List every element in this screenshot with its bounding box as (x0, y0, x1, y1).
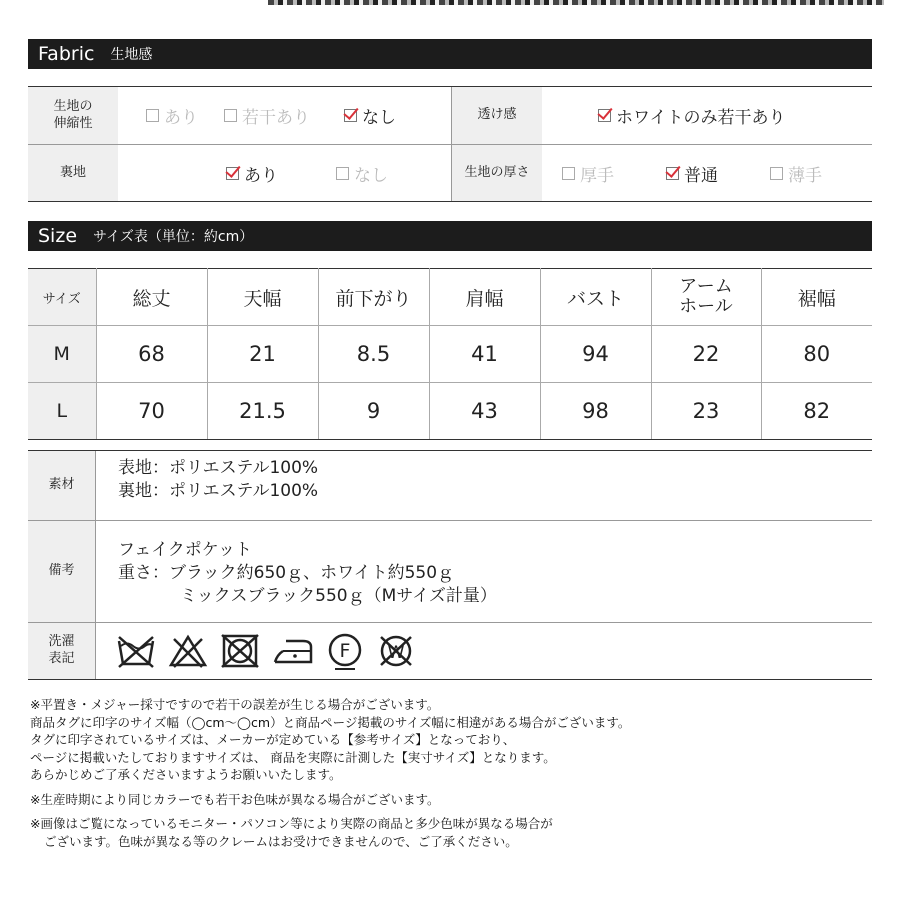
size-table (28, 268, 872, 440)
note-line: タグに印字されているサイズは、メーカーが定めている【参考サイズ】となっており、 (30, 732, 516, 747)
care-icons (96, 623, 416, 679)
lining-label: 裏地 (28, 145, 118, 201)
size-header-label: サイズ (28, 269, 96, 326)
fabric-table (28, 86, 872, 202)
notes (30, 696, 630, 850)
fabric-title-en: Fabric (38, 43, 95, 65)
thickness-option-atsude: 厚手 (562, 161, 614, 186)
fabric-row-2 (28, 144, 872, 201)
table-cell: 43 (429, 383, 540, 440)
sheer-options (542, 87, 872, 144)
care-label: 洗濯 表記 (28, 623, 96, 679)
note-line: 商品タグに印字のサイズ幅（◯cm〜◯cm）と商品ページ掲載のサイズ幅に相違がある場合がございます。 (30, 714, 631, 730)
no-bleach-icon (168, 633, 208, 669)
table-cell: 22 (651, 326, 761, 383)
size-section-header (28, 221, 872, 251)
thickness-option-usude: 薄手 (770, 161, 822, 186)
dry-clean-f-icon (326, 632, 364, 670)
column-header: バスト (540, 269, 651, 326)
no-wet-clean-icon (376, 632, 416, 670)
table-cell: 21.5 (207, 383, 318, 440)
note-line: ※平置き・メジャー採寸ですので若干の誤差が生じる場合がございます。 (30, 697, 440, 712)
table-cell: 41 (429, 326, 540, 383)
lining-option-ari: あり (226, 161, 278, 186)
sheer-option: ホワイトのみ若干あり (598, 103, 786, 128)
size-header-row (28, 269, 872, 326)
fabric-section-header (28, 39, 872, 69)
table-cell: 8.5 (318, 326, 429, 383)
column-header: 総丈 (96, 269, 207, 326)
thickness-label: 生地の厚さ (452, 145, 542, 201)
fabric-title-jp: 生地感 (110, 47, 153, 63)
note-line: ページに掲載いたしておりますサイズは、 商品を実際に計測した【実寸サイズ】となります。 (30, 749, 556, 765)
iron-low-icon (272, 633, 314, 669)
checked-checkbox-icon (598, 109, 611, 122)
note-line: ※画像はご覧になっているモニター・パソコン等により実際の商品と多少色味が異なる場合が (30, 816, 553, 831)
checkbox-icon (336, 167, 349, 180)
size-label: M (28, 326, 96, 383)
no-tumble-dry-icon (220, 633, 260, 669)
column-header: 裾幅 (761, 269, 872, 326)
size-label: L (28, 383, 96, 440)
table-cell: 23 (651, 383, 761, 440)
table-cell: 21 (207, 326, 318, 383)
table-row (28, 326, 872, 383)
care-row (28, 622, 872, 679)
sheer-label: 透け感 (452, 87, 542, 144)
checkbox-icon (562, 167, 575, 180)
info-table (28, 450, 872, 680)
table-cell: 70 (96, 383, 207, 440)
thickness-options (542, 145, 872, 201)
size-title-en: Size (38, 225, 78, 247)
material-row (28, 451, 872, 520)
svg-text:W: W (387, 643, 405, 663)
no-wash-icon (116, 633, 156, 669)
checkbox-icon (146, 109, 159, 122)
table-cell: 98 (540, 383, 651, 440)
lining-options (118, 145, 451, 201)
remarks-label: 備考 (28, 521, 96, 622)
stretch-option-nashi: なし (344, 103, 396, 128)
table-cell: 68 (96, 326, 207, 383)
stretch-label: 生地の 伸縮性 (28, 87, 118, 144)
checked-checkbox-icon (666, 167, 679, 180)
stretch-options (118, 87, 451, 144)
size-title-jp: サイズ表（単位：約cm） (93, 229, 254, 245)
table-cell: 94 (540, 326, 651, 383)
material-label: 素材 (28, 451, 96, 520)
material-value: 表地：ポリエステル100% 裏地：ポリエステル100% (118, 458, 319, 501)
stretch-option-ari: あり (146, 103, 198, 128)
column-header: 肩幅 (429, 269, 540, 326)
fabric-row-1 (28, 87, 872, 144)
checked-checkbox-icon (344, 109, 357, 122)
column-header: アーム ホール (651, 269, 761, 326)
thickness-option-futsu: 普通 (666, 161, 718, 186)
checked-checkbox-icon (226, 167, 239, 180)
note-line: ※生産時期により同じカラーでも若干お色味が異なる場合がございます。 (30, 791, 440, 807)
lining-option-nashi: なし (336, 161, 388, 186)
checkbox-icon (224, 109, 237, 122)
table-row (28, 383, 872, 440)
remarks-row (28, 520, 872, 622)
note-line: あらかじめご了承くださいますようお願いいたします。 (30, 767, 342, 782)
remarks-value: フェイクポケット 重さ：ブラック約650ｇ、ホワイト約550ｇ ミックスブラック550ｇ（Mサイズ計量） (118, 540, 497, 606)
column-header: 天幅 (207, 269, 318, 326)
table-cell: 9 (318, 383, 429, 440)
note-line: ございます。色味が異なる等のクレームはお受けできませんので、ご了承ください。 (44, 833, 518, 849)
svg-text:F: F (339, 640, 351, 662)
stretch-option-jakkan: 若干あり (224, 103, 310, 128)
checkbox-icon (770, 167, 783, 180)
table-cell: 80 (761, 326, 872, 383)
table-cell: 82 (761, 383, 872, 440)
product-image-edge (268, 0, 884, 5)
column-header: 前下がり (318, 269, 429, 326)
